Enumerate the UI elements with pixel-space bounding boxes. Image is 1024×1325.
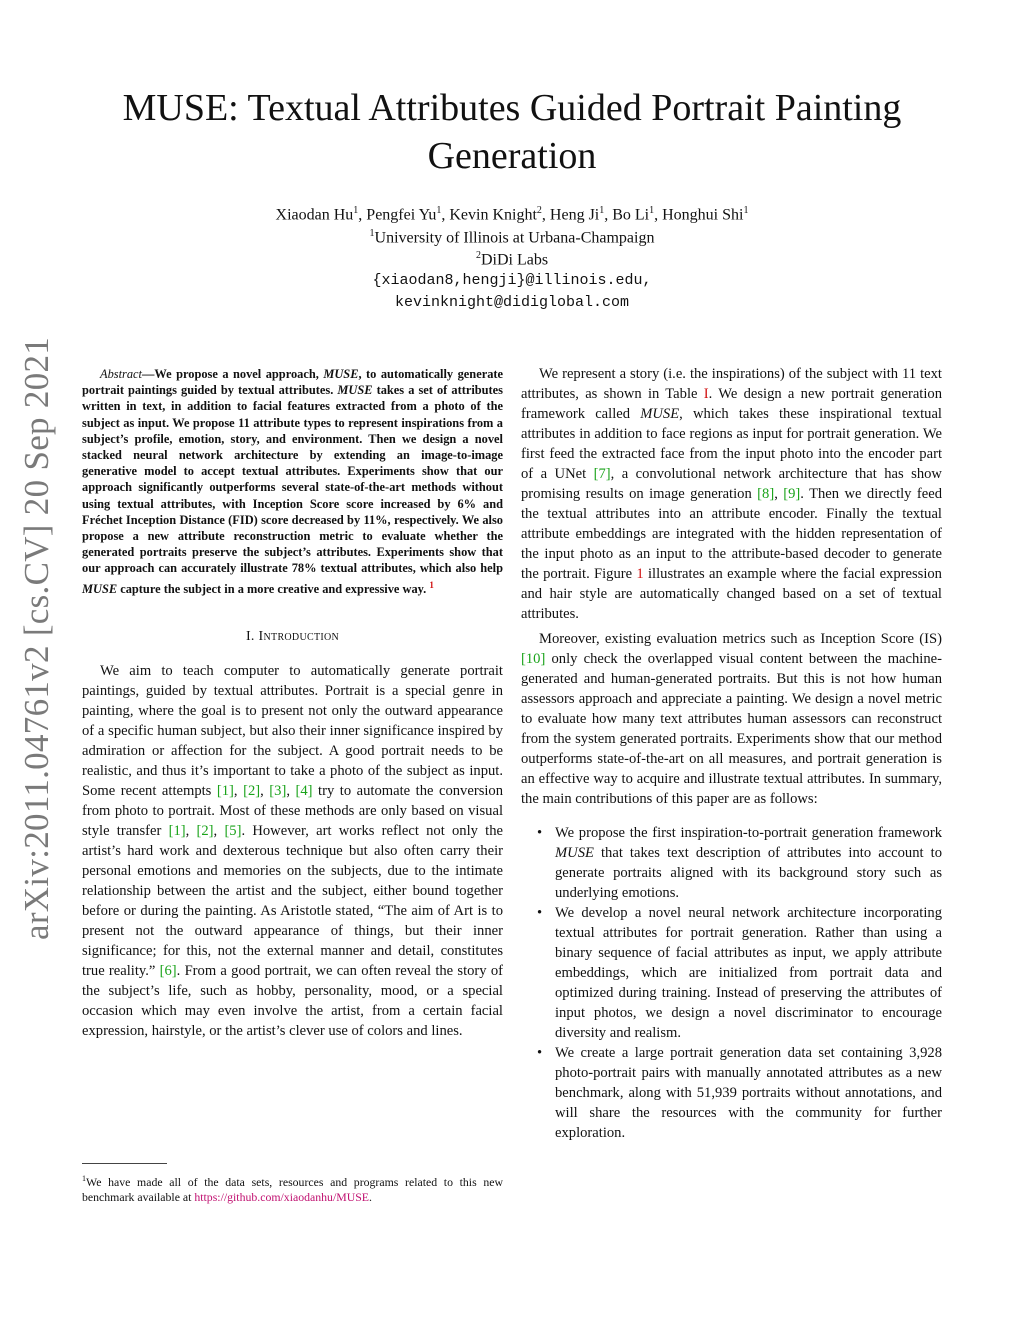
author-name: Honghui Shi [662,206,744,224]
section-number: I. [245,628,255,644]
contributions-list [521,823,942,1143]
citation-link[interactable]: [1] [216,782,234,799]
list-item [521,823,942,903]
author-aff-mark: 1 [353,205,359,216]
body-text: . Then we directly feed the textual attributes into an attribute encoder. Finally the textual attribute embeddings are integrated with the hidden representation of the input photo as an input to the attribute-based decoder to generate the portrait. Figure [521,486,942,582]
body-paragraph: We represent a story (i.e. the inspirations) of the subject with 11 text attributes, as shown in Table I. We design a new portrait generation framework called MUSE, which takes these inspirational textual attributes in addition to face regions as input for portrait generation. We first feed the extracted face from the input photo into the encoder part of a UNet [7], a convolutional network architecture that has show promising results on image generation [8], [9]. Then we directly feed the textual attributes into an attribute encoder. Finally the textual attribute embeddings are integrated with the hidden representation of the input photo as an input to the attribute-based decoder to generate the portrait. Figure 1 illustrates an example where the facial expression and hair style are automatically changed based on a set of textual attributes. [521,366,942,622]
email-line-2: kevinknight@didiglobal.com [394,294,630,311]
list-item [521,903,942,1043]
paper-title: MUSE: Textual Attributes Guided Portrait Painting Generation [122,87,902,177]
intro-text: We aim to teach computer to automatically generate portrait paintings, guided by textual attributes. Portrait is a special genre in painting, where the goal is to present not only the outward appearance of a specific human subject, but also their inner significance inspired by admiration or affection for the subject. A good portrait needs to be realistic, and thus it’s important to take a photo of the subject as input. Some recent attempts [82,662,503,799]
body-text: . We design a new portrait generation framework called [521,386,942,422]
citation-link[interactable]: [10] [521,651,546,667]
list-text: We propose the first inspiration-to-portrait generation framework [555,825,942,841]
list-item [521,1043,942,1143]
citation-link[interactable]: [3] [269,782,287,799]
author-aff-mark: 2 [536,205,542,216]
muse-name: MUSE [555,845,594,861]
footnote-ref[interactable]: 1 [429,579,434,590]
bullet-icon: • [537,825,543,841]
citation-link[interactable]: [4] [295,782,313,799]
figure-ref-link[interactable]: 1 [636,566,644,582]
aff-mark: 2 [475,250,481,261]
table-ref-link[interactable]: I [703,386,709,402]
arxiv-side-stamp: arXiv:2011.04761v2 [cs.CV] 20 Sep 2021 [17,336,56,940]
body-text: , a convolutional network architecture that has show promising results on image generation [521,466,942,502]
aff-text: University of Illinois at Urbana-Champaign [374,229,655,247]
affiliation-2 [90,245,934,271]
citation-link[interactable]: [1] [168,822,186,839]
section-title: Introduction [258,628,340,644]
abstract-dash: — [142,367,155,381]
author-name: Heng Ji [549,206,600,224]
list-text: We develop a novel neural network architecture incorporating textual attributes for portrait generation. Rather than using a binary sequence of facial attributes as input, we apply attribute embeddings, which are initialized from portrait data and optimized during training. Instead of preserving the attributes of input photos, we design a novel discriminator to encourage diversity and realism. [555,905,942,1041]
email-line-1: {xiaodan8,hengji}@illinois.edu, [372,272,652,289]
muse-name: MUSE [82,581,118,596]
citation-link[interactable]: [2] [196,822,214,839]
right-column [521,364,942,1143]
left-column [82,366,503,1041]
section-heading [82,627,503,647]
abstract-text: We propose a novel approach, [154,367,324,381]
author-name: Bo Li [612,206,650,224]
footnote-mark: 1 [82,1174,86,1183]
body-text: We represent a story (i.e. the inspirations) of the subject with 11 text attributes, as shown in Table [521,366,942,402]
citation-link[interactable]: [5] [224,822,242,839]
citation-link[interactable]: [9] [783,486,801,502]
body-text: illustrates an example where the facial expression and hair style are automatically changed based on a set of textual attributes. [521,566,942,622]
aff-text: DiDi Labs [480,251,549,269]
muse-name: MUSE [337,383,373,398]
intro-paragraph: We aim to teach computer to automatically generate portrait paintings, guided by textual attributes. Portrait is a special genre in painting, where the goal is to present not only the outward appearance of a specific human subject, but also their inner significance inspired by admiration or affection for the subject. A good portrait needs to be realistic, and thus it’s important to take a photo of the subject as input. Some recent attempts [1], [2], [3], [4] try to automate the conversion from photo to portrait. Most of these methods are only based on visual style transfer [1], [2], [5]. However, art works reflect not only the artist’s hard work and dexterous technique but also often carry their personal emotions and memories on the subjects, due to the intimate relationship between the artist and the subject, either bound together before or during the painting. As Aristotle stated, “The aim of Art is to present not the outward appearance of things, but their inner significance; for this, not the external manner and detail, constitutes true reality.” [6]. From a good portrait, we can often reveal the story of the subject’s life, such as hobby, personality, mood, or a special occasion which may even involve the artist, from a certain facial expression, hairstyle, or the artist’s clever use of colors and lines. [82,662,504,1039]
muse-name: MUSE [323,367,359,381]
abstract-text: takes a set of attributes written in text, in addition to facial features extracted from a photo of the subject as input. We propose 11 attribute types to represent inspirations from a subject’s profile, emotion, story, and environment. Then we design a novel stacked neural network architecture by extending an image-to-image generative model to accept textual attributes. Experiments show that our approach significantly outperforms several state-of-the-art methods without using textual attributes, with Inception Score score increased by 6% and Fréchet Inception Distance (FID) score decreased by 11%, respectively. We also propose a new attribute reconstruction metric to evaluate whether the generated portraits preserve the subject’s attributes. Experiments show that our approach can accurately illustrate 78% textual attributes, which also help [82,383,503,576]
author-name: Kevin Knight [449,206,537,224]
author-aff-mark: 1 [436,205,442,216]
body-text: only check the overlapped visual content between the machine-generated and human-generated portraits. But this is not how human assessors approach and appreciate a painting. We design a novel metric to evaluate how many text attributes human assessors can reconstruct from the system generated portraits. Experiments show that our method outperforms state-of-the-art on all measures, and portrait generation is an effective way to acquire and illustrate textual attributes. In summary, the main contributions of this paper are as follows: [521,651,942,807]
intro-text: . From a good portrait, we can often reveal the story of the subject’s life, such as hobby, personality, mood, or a special occasion which may even involve the artist, from a certain facial expression, hairstyle, or the artist’s clever use of colors and lines. [82,962,503,1039]
body-text: , which takes these inspirational textual attributes in addition to face regions as input for portrait generation. We first feed the extracted face from the input photo into the encoder part of a UNet [521,406,942,482]
abstract-label: Abstract [100,367,142,381]
bullet-icon: • [537,1045,543,1061]
author-list: Xiaodan Hu$^1$, Pengfei Yu$^1$, Kevin Knight$^2$, Heng Ji$^1$, Bo Li$^1$, Honghui Shi$^1$ [275,205,749,224]
list-text: that takes text description of attributes into account to generate portraits aligned with its background story such as underlying emotions. [555,845,942,901]
body-paragraph [521,629,942,809]
bullet-icon: • [537,905,543,921]
github-link[interactable]: https://github.com/xiaodanhu/MUSE [194,1189,369,1204]
citation-link[interactable]: [7] [593,466,611,482]
citation-link[interactable]: [2] [243,782,261,799]
abstract-text: , to automatically generate portrait paintings guided by textual attributes. [82,367,504,398]
intro-text: try to automate the conversion from photo to portrait. Most of these methods are only based on visual style transfer [82,782,504,839]
author-name: Xiaodan Hu [275,206,354,224]
author-name: Pengfei Yu [366,206,437,224]
author-aff-mark: 1 [649,205,655,216]
author-aff-mark: 1 [599,205,605,216]
footnote-text: We have made all of the data sets, resources and programs related to this new benchmark available at [82,1174,503,1204]
citation-link[interactable]: [6] [159,962,177,979]
muse-name: MUSE [640,406,680,422]
intro-text: . However, art works reflect not only the artist’s hard work and dexterous technique but also often carry their personal emotions and memories on the subjects, due to the intimate relationship between the artist and the subject, either bound together before or during the painting. As Aristotle stated, “The aim of Art is to present not the outward appearance of things, but their inner significance; for this, not the external manner and detail, constitutes true reality.” [82,822,504,979]
aff-mark: 1 [369,228,375,239]
body-text: Moreover, existing evaluation metrics such as Inception Score (IS) [539,631,942,647]
footnote [82,1171,503,1205]
list-text: We create a large portrait generation data set containing 3,928 photo-portrait pairs with manually annotated attributes as a new benchmark, along with 51,939 portraits without annotations, and will share the resources with the community for further exploration. [555,1045,942,1141]
author-aff-mark: 1 [743,205,749,216]
abstract-text: capture the subject in a more creative and expressive way. [117,581,427,596]
footnote-end: . [369,1189,372,1204]
footnote-rule [82,1163,167,1164]
citation-link[interactable]: [8] [757,486,775,502]
abstract [82,366,503,597]
